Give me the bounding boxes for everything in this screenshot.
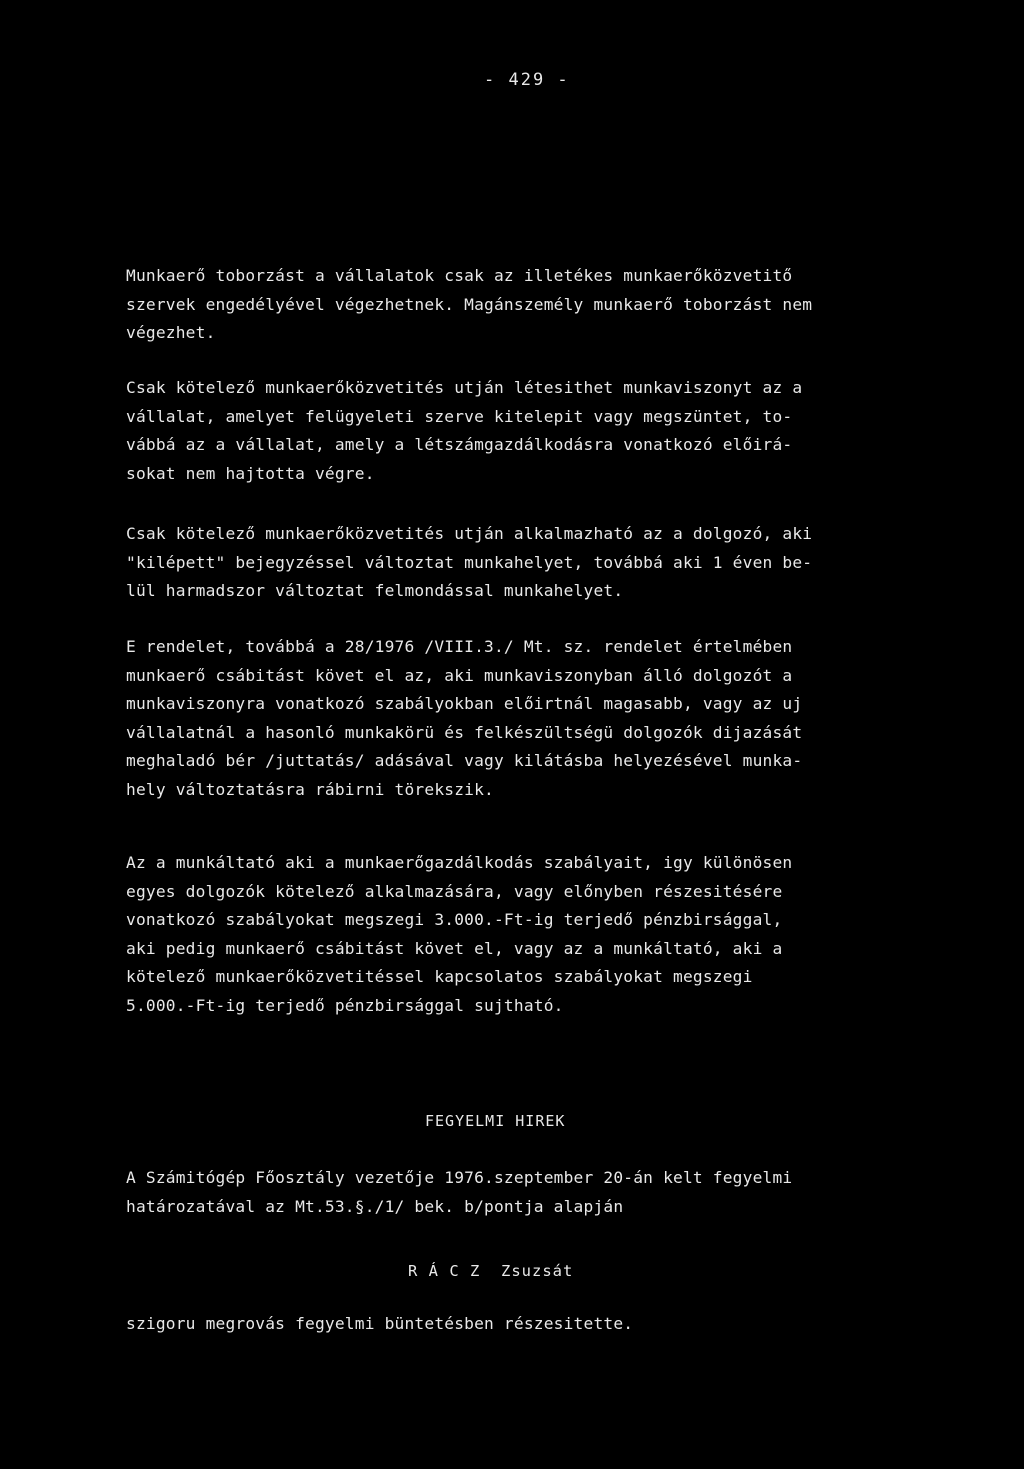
text-line: 5.000.-Ft-ig terjedő pénzbirsággal sujtható.: [126, 995, 564, 1015]
text-line: munkaerő csábitást követ el az, aki munkaviszonyban álló dolgozót a: [126, 665, 793, 685]
text-line: munkaviszonyra vonatkozó szabályokban előirtnál magasabb, vagy az uj: [126, 694, 803, 713]
paragraph-mandatory-placement: [126, 374, 896, 488]
paragraph-penalties: [126, 849, 896, 1020]
text-line: kötelező munkaerőközvetitéssel kapcsolatos szabályokat megszegi: [126, 967, 753, 986]
text-line: vállalatnál a hasonló munkakörü és felkészültségü dolgozók dijazását: [126, 722, 803, 742]
text-line: vonatkozó szabályokat megszegi 3.000.-Ft-ig terjedő pénzbirsággal,: [126, 910, 783, 929]
text-line: lül harmadszor változtat felmondással munkahelyet.: [126, 581, 624, 600]
text-line: Munkaerő toborzást a vállalatok csak az illetékes munkaerőközvetitő: [126, 266, 793, 285]
text-line: meghaladó bér /juttatás/ adásával vagy kilátásba helyezésével munka-: [126, 751, 803, 770]
text-line: végezhet.: [126, 323, 216, 342]
text-line: E rendelet, továbbá a 28/1976 /VIII.3./ Mt. sz. rendelet értelmében: [126, 637, 793, 656]
paragraph-poaching-definition: [126, 633, 896, 804]
text-line: határozatával az Mt.53.§./1/ bek. b/pontja alapján: [126, 1196, 624, 1216]
text-line: szigoru megrovás fegyelmi büntetésben részesitette.: [126, 1314, 634, 1333]
page-number: - 429 -: [484, 70, 570, 90]
text-line: Az a munkáltató aki a munkaerőgazdálkodás szabályait, igy különösen: [126, 853, 793, 872]
text-line: Csak kötelező munkaerőközvetités utján létesithet munkaviszonyt az a: [126, 378, 803, 397]
text-line: sokat nem hajtotta végre.: [126, 463, 375, 483]
disciplinary-notice-intro: [126, 1164, 896, 1221]
disciplinary-notice-closing: [126, 1310, 896, 1339]
section-heading: FEGYELMI HIREK: [425, 1112, 566, 1130]
text-line: szervek engedélyével végezhetnek. Magánszemély munkaerő toborzást nem: [126, 294, 813, 314]
paragraph-recruitment: [126, 262, 896, 348]
paragraph-employee-placement: [126, 520, 896, 606]
text-line: "kilépett" bejegyzéssel változtat munkahelyet, továbbá aki 1 éven be-: [126, 552, 813, 572]
disciplined-person-name: R Á C Z Zsuzsát: [408, 1262, 574, 1280]
text-line: A Számitógép Főosztály vezetője 1976.szeptember 20-án kelt fegyelmi: [126, 1168, 793, 1187]
text-line: vábbá az a vállalat, amely a létszámgazdálkodásra vonatkozó előirá-: [126, 435, 793, 454]
text-line: egyes dolgozók kötelező alkalmazására, vagy előnyben részesitésére: [126, 881, 783, 901]
text-line: vállalat, amelyet felügyeleti szerve kitelepit vagy megszüntet, to-: [126, 406, 793, 426]
text-line: hely változtatásra rábirni törekszik.: [126, 779, 494, 799]
text-line: Csak kötelező munkaerőközvetités utján alkalmazható az a dolgozó, aki: [126, 524, 813, 543]
text-line: aki pedig munkaerő csábitást követ el, vagy az a munkáltató, aki a: [126, 938, 783, 958]
